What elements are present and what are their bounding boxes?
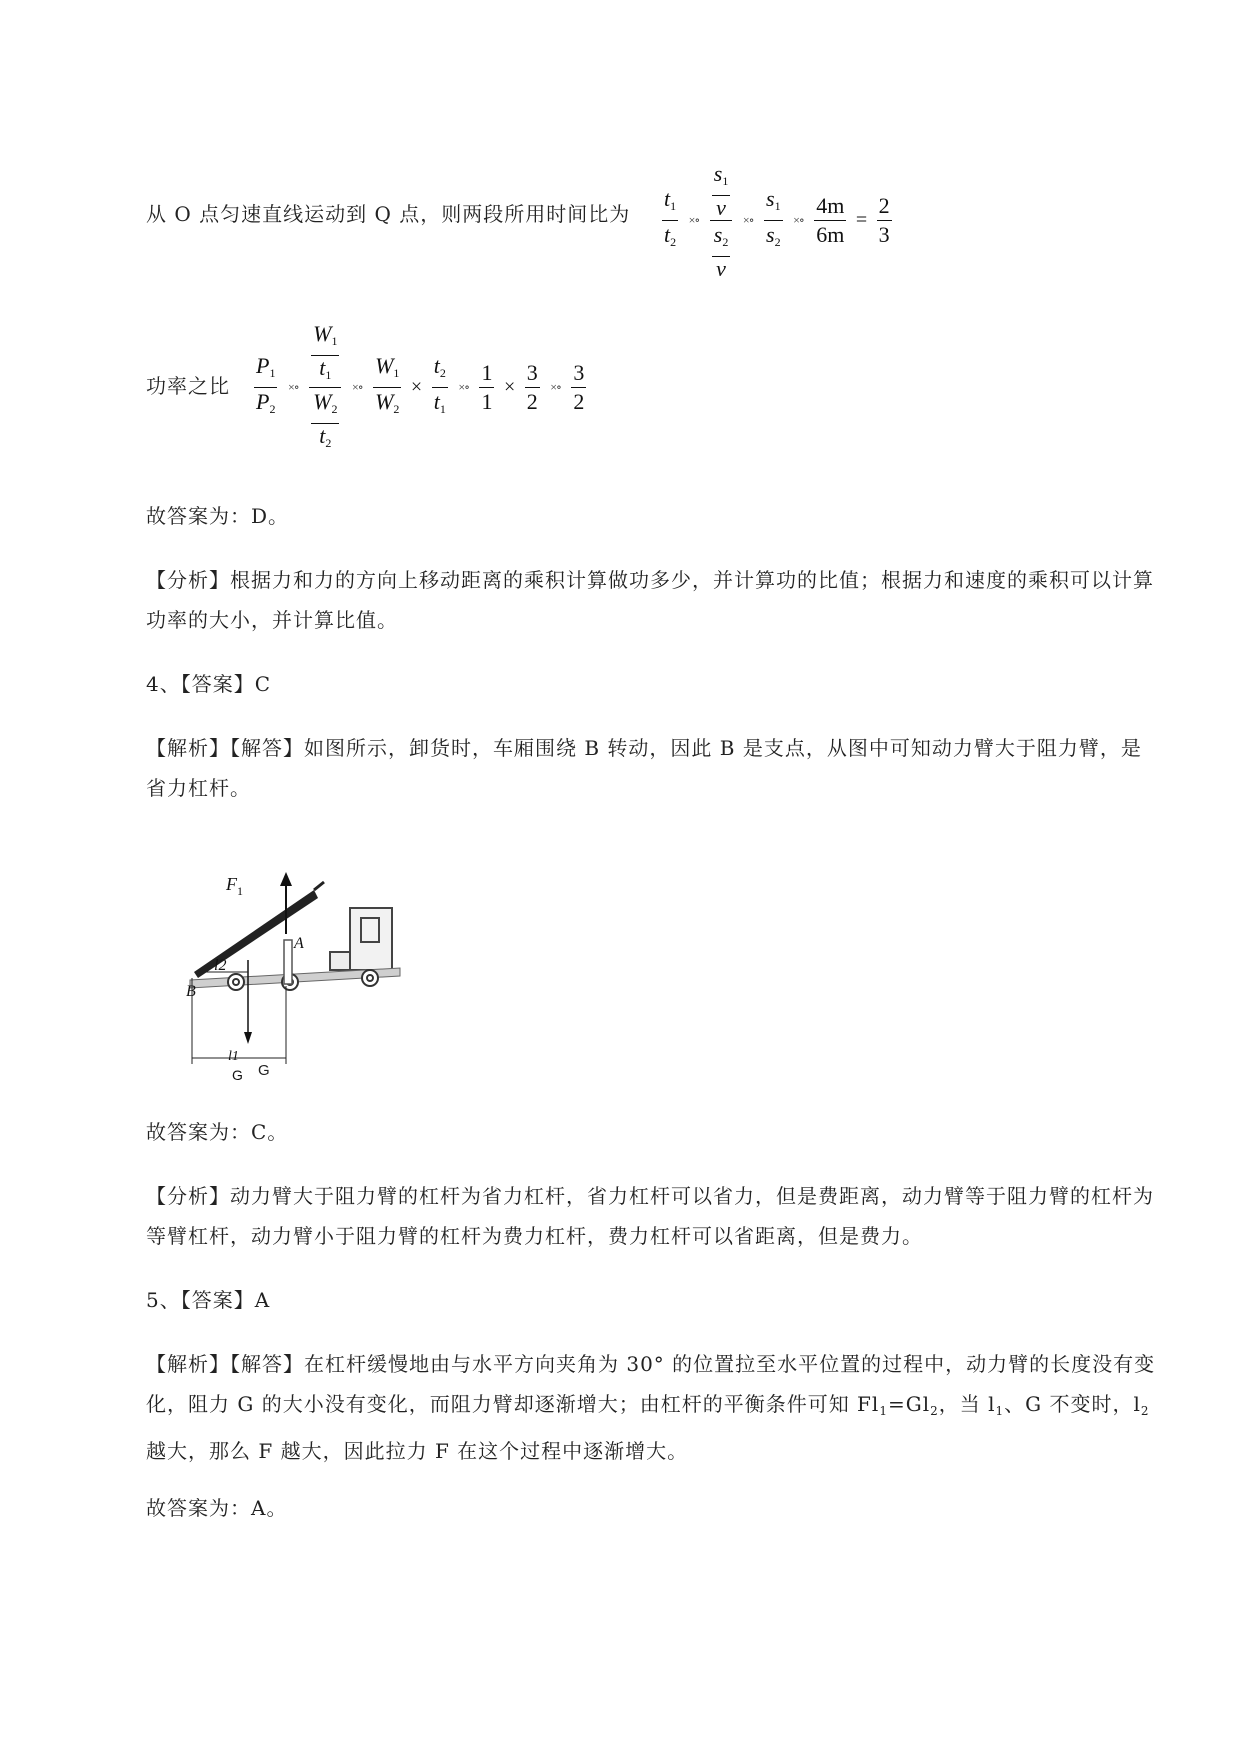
t1-over-t2: $\frac{t_1}{t_2}$ — [664, 186, 677, 249]
l2-label: l2 — [214, 957, 227, 974]
three-halves-a: $\frac{3}{2}$ — [526, 360, 538, 414]
hydraulic-rod — [284, 940, 292, 984]
solution-5: 【解析】【解答】在杠杆缓慢地由与水平方向夹角为 30° 的位置拉至水平位置的过程中，动力臂的长度没有变化，阻力 G 的大小没有变化，而阻力臂却逐渐增大；由杠杆的平衡条件可知 $Fl_1=Gl_2$，当 $l_1$、G 不变时，$l_2$越大，那么 F 越大，因此拉力 F 在这个过程中逐渐增大。 — [146, 1352, 1156, 1463]
answer-heading-5: 5、【答案】A — [146, 1288, 271, 1312]
B-label: B — [186, 983, 196, 1000]
P1-over-P2: $\frac{P_1}{P_2}$ — [256, 353, 276, 416]
time-ratio-text: 从 O 点匀速直线运动到 Q 点，则两段所用时间比为 — [146, 202, 631, 226]
W1-over-W2: $\frac{W_1}{W_2}$ — [375, 353, 400, 416]
three-halves-b: $\frac{3}{2}$ — [573, 360, 585, 414]
truck-cab — [330, 908, 392, 970]
truck-bed — [194, 890, 318, 978]
answer-A: 故答案为：A。 — [146, 1496, 288, 1520]
l1-label: l1 — [228, 1049, 239, 1064]
lever-diagram — [186, 868, 410, 1083]
s1-over-s2: $\frac{s_1}{s_2}$ — [766, 186, 781, 249]
svg-text:F1: $F_1$ — [226, 874, 243, 898]
compound-fraction: $\frac{\frac{s_1}{v}}{\frac{s_2}{v}}$ — [710, 160, 733, 281]
answer-C: 故答案为：C。 — [146, 1120, 289, 1144]
answer-D: 故答案为：D。 — [146, 504, 290, 528]
G-caption: G — [258, 1062, 270, 1079]
power-compound-fraction: $\frac{\frac{W_1}{t_1}}{\frac{W_2}{t_2}}$ — [309, 320, 341, 455]
two-thirds: $\frac{2}{3}$ — [878, 193, 890, 247]
solution-4: 【解析】【解答】如图所示，卸货时，车厢围绕 B 转动，因此 B 是支点，从图中可知动力臂大于阻力臂，是省力杠杆。 — [146, 736, 1142, 800]
power-ratio-text: 功率之比 — [146, 374, 230, 398]
answer-heading-4: 4、【答案】C — [146, 672, 272, 696]
G-label: G — [232, 1067, 243, 1083]
F1-label: F — [226, 874, 237, 894]
analysis-4: 【分析】动力臂大于阻力臂的杠杆为省力杠杆，省力杠杆可以省力，但是费距离，动力臂等于阻力臂的杠杆为等臂杠杆，动力臂小于阻力臂的杠杆为费力杠杆，费力杠杆可以省距离，但是费力。 — [146, 1184, 1154, 1248]
time-ratio-formula: $\frac{t_1}{t_2}$ ×∘ $\frac{\frac{s_1}{v}}{\frac{s_2}{v}}$ ×∘ $\frac{s_1}{s_2}$ ×∘ $\frac{4m}{6m}$ = $\frac{2}{3}$ — [664, 161, 890, 281]
power-ratio-formula: $\frac{P_1}{P_2}$ ×∘ $\frac{\frac{W_1}{t_1}}{\frac{W_2}{t_2}}$ ×∘ $\frac{W_1}{W_2}$ × $\frac{t_2}{t_1}$ ×∘ $\frac{1}{1}$ × $\frac{3}{2}$ ×∘ $\frac{3}{2}$ — [252, 320, 588, 455]
4m-over-6m: $\frac{4m}{6m}$ — [816, 193, 845, 247]
t2-over-t1: $\frac{t_2}{t_1}$ — [433, 353, 446, 416]
A-label: A — [294, 935, 304, 952]
one-over-one: $\frac{1}{1}$ — [481, 360, 493, 414]
dump-truck-lever-figure — [186, 868, 410, 1083]
analysis-3: 【分析】根据力和力的方向上移动距离的乘积计算做功多少，并计算功的比值；根据力和速度的乘积可以计算功率的大小，并计算比值。 — [146, 568, 1154, 632]
